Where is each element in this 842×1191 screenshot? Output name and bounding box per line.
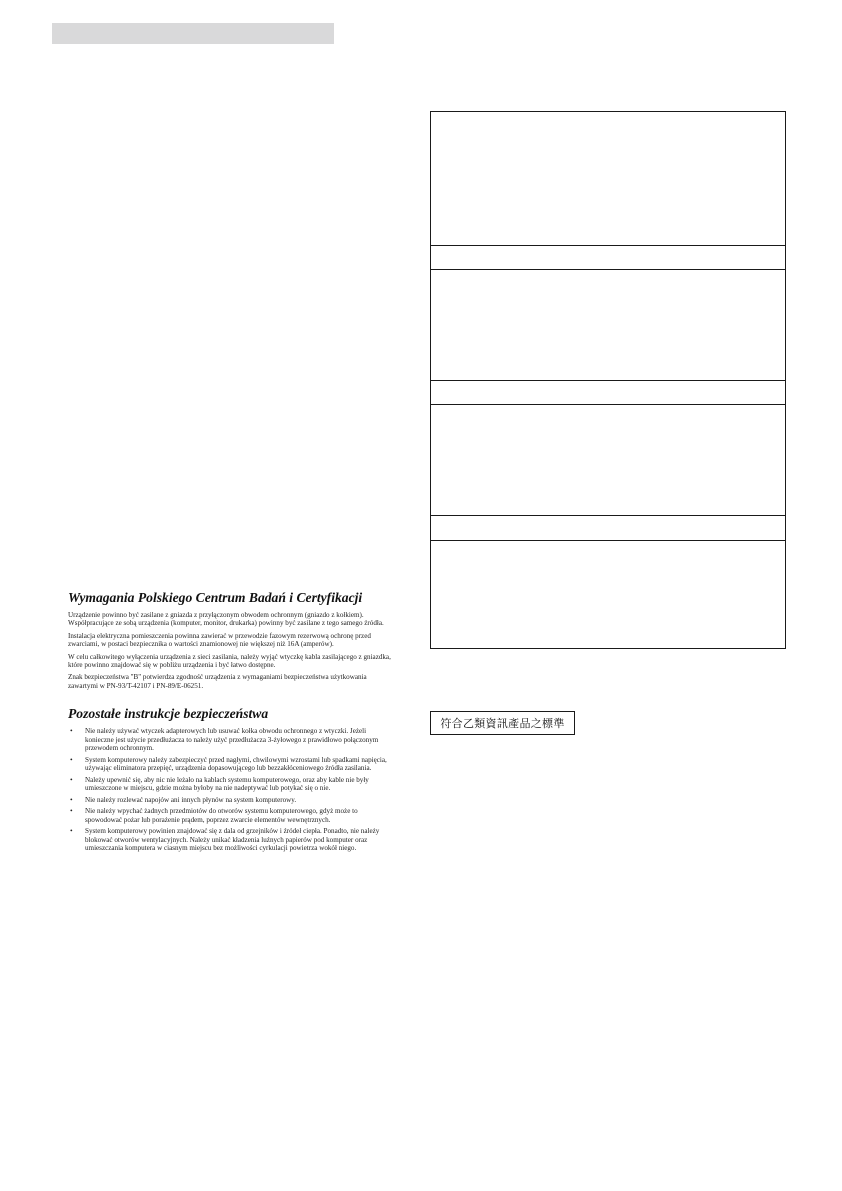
section-title-pcbc: Wymagania Polskiego Centrum Badań i Certyfikacji — [68, 590, 363, 605]
list-item-text: Nie należy używać wtyczek adapterowych lub usuwać kołka obwodu ochronnego z wtyczki. Jeżeli konieczne jest użycie przedłużacza to należy użyć przedłużacza 3-żyłowego z prawidłowo połączonym przewodem ochronnym. — [85, 727, 379, 753]
list-item — [68, 727, 394, 752]
bullet-icon: • — [70, 826, 73, 836]
safety-list — [68, 727, 394, 852]
left-column — [68, 590, 394, 856]
bullet-icon: • — [70, 794, 73, 804]
bullet-icon: • — [70, 806, 73, 816]
section-title-other-safety: Pozostałe instrukcje bezpieczeństwa — [68, 706, 269, 722]
table-divider — [431, 404, 785, 405]
table-divider — [431, 269, 785, 270]
empty-table-box — [430, 111, 786, 649]
list-item-text: Nie należy wpychać żadnych przedmiotów do otworów systemu komputerowego, gdyż może to spowodować pożar lub porażenie prądem, poprzez zwarcie elementów wewnętrznych. — [85, 807, 358, 824]
paragraph: Instalacja elektryczna pomieszczenia powinna zawierać w przewodzie fazowym rezerwową ochronę przed zwarciami, w postaci bezpiecznika o wartości znamionowej nie większej niż 16A (amperów). — [68, 631, 371, 649]
bullet-icon: • — [70, 754, 73, 764]
list-item — [68, 796, 394, 804]
list-item — [68, 827, 394, 852]
paragraph: Znak bezpieczeństwa "B" potwierdza zgodność urządzenia z wymaganiami bezpieczeństwa użytkowania zawartymi w PN-93/T-42107 i PN-89/E-06251. — [68, 673, 367, 690]
list-item — [68, 776, 394, 793]
list-item — [68, 807, 394, 824]
table-divider — [431, 540, 785, 541]
list-item-text: Nie należy rozlewać napojów ani innych płynów na system komputerowy. — [85, 795, 297, 804]
list-item-text: Należy upewnić się, aby nic nie leżało na kablach systemu komputerowego, oraz aby kable nie były umieszczone w miejscu, gdzie można byłoby na nie nadeptywać lub potykać się o nie. — [85, 775, 369, 793]
bsmi-class-b-label: 符合乙類資訊產品之標準 — [430, 711, 575, 735]
table-divider — [431, 245, 785, 246]
paragraph: W celu całkowitego wyłączenia urządzenia z sieci zasilania, należy wyjąć wtyczkę kabla zasilającego z gniazdka, które powinno znajdować się w pobliżu urządzenia i być łatwo dostępne. — [68, 652, 391, 670]
list-item-text: System komputerowy należy zabezpieczyć przed nagłymi, chwilowymi wzrostami lub spadkami napięcia, używając eliminatora przepięć, urządzenia dopasowującego lub bezzakłóceniowego źródła zasilania. — [85, 755, 387, 773]
header-bar — [52, 23, 334, 44]
table-divider — [431, 515, 785, 516]
bullet-icon: • — [70, 774, 73, 784]
paragraph: Urządzenie powinno być zasilane z gniazda z przyłączonym obwodem ochronnym (gniazdo z kołkiem). Współpracujące ze sobą urządzenia (komputer, monitor, drukarka) powinny być zasilane z tego samego źródła. — [68, 611, 384, 628]
list-item — [68, 756, 394, 773]
table-divider — [431, 380, 785, 381]
bullet-icon: • — [70, 726, 73, 736]
list-item-text: System komputerowy powinien znajdować się z dala od grzejników i źródeł ciepła. Ponadto, nie należy blokować otworów wentylacyjnych. Należy unikać kładzenia luźnych papierów pod komputer oraz umieszczania komputera w ciasnym miejscu bez możliwości cyrkulacji powietrza wokół niego. — [85, 827, 380, 853]
